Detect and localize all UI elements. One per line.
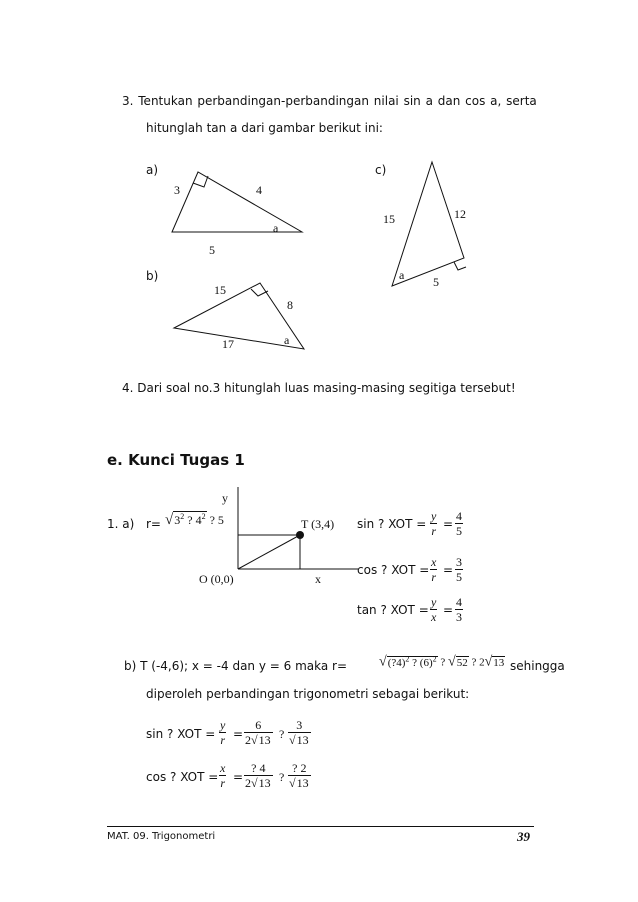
answer-1a-r-expr: $√3^2$ ? $4^2$ ? 5 (165, 512, 224, 528)
answer-1b-cos-frac3: $\frac{? 2}{√13}$ (289, 761, 309, 790)
triangle-a-angle: a (273, 221, 279, 235)
answer-1b-sin-eq: = (233, 727, 244, 741)
answer-1b-sin-frac3: $\frac{3}{√13}$ (289, 718, 309, 747)
triangle-c-side-bottom: 5 (433, 275, 439, 289)
answer-1b-line1-end: sehingga (510, 659, 565, 673)
answer-1b-line1: b) T (-4,6); x = -4 dan y = 6 maka r= (124, 659, 348, 673)
answer-1b-line2: diperoleh perbandingan trigonometri sebagai berikut: (146, 687, 470, 701)
q4-text: 4. Dari soal no.3 hitunglah luas masing-masing segitiga tersebut! (122, 381, 516, 395)
triangle-c-side-right: 12 (454, 207, 466, 221)
answer-1a-cos-lhs: cos ? XOT = (357, 563, 430, 577)
answer-1b-sin-lhs: sin ? XOT = (146, 727, 216, 741)
answer-1a-tan-frac: $\frac{y}{x}$ (431, 595, 437, 624)
footer-title: MAT. 09. Trigonometri (107, 831, 216, 842)
answer-1b-sin-frac1: $\frac{y}{r}$ (220, 718, 226, 747)
answer-1b-cos-q: ? (279, 770, 285, 784)
answer-1a-label: 1. a) (107, 517, 135, 531)
footer-rule (107, 826, 534, 827)
section-title: e. Kunci Tugas 1 (107, 451, 245, 469)
answer-1b-cos-lhs: cos ? XOT = (146, 770, 219, 784)
triangle-a-side-right: 4 (256, 183, 262, 197)
answer-1a-tan-eq: = (443, 603, 454, 617)
answer-1a-r-prefix: r= (146, 517, 161, 531)
answer-1b-cos-eq: = (233, 770, 244, 784)
coordinate-graph (238, 487, 358, 597)
answer-1a-tan-lhs: tan ? XOT = (357, 603, 429, 617)
triangle-b-side-top: 15 (214, 283, 226, 297)
answer-1b-sin-q: ? (279, 727, 285, 741)
triangle-a-side-bottom: 5 (209, 243, 215, 257)
graph-point-label: T (3,4) (301, 517, 335, 531)
answer-1a-tan-value: $\frac{4}{3}$ (456, 595, 462, 624)
answer-1b-cos-frac2: $\frac{? 4}{2√13}$ (245, 761, 271, 790)
answer-1b-r-expr: √(?4)$^2$ ? $(6)^2$ ? √52 ? 2√13 (379, 654, 505, 670)
answer-1a-sin-value: $\frac{4}{5}$ (456, 509, 462, 538)
triangle-c-angle: a (399, 268, 405, 282)
answer-1b-cos-frac1: $\frac{x}{r}$ (220, 761, 226, 790)
triangle-b-angle: a (284, 333, 290, 347)
triangle-a (168, 170, 308, 230)
graph-origin-label: O (0,0) (199, 572, 234, 586)
triangle-b-side-right: 8 (287, 298, 293, 312)
graph-x-label: x (315, 572, 321, 586)
triangle-b-side-bottom: 17 (222, 337, 234, 351)
answer-1a-sin-lhs: sin ? XOT = (357, 517, 427, 531)
graph-y-label: y (222, 491, 228, 505)
triangle-a-side-left: 3 (174, 183, 180, 197)
answer-1a-cos-eq: = (443, 563, 454, 577)
triangle-b (172, 283, 312, 353)
figure-b-label: b) (146, 269, 159, 283)
q3-line1: 3. Tentukan perbandingan-perbandingan nilai sin a dan cos a, serta (122, 94, 537, 108)
triangle-c-side-left: 15 (383, 212, 395, 226)
figure-a-label: a) (146, 163, 159, 177)
figure-c-label: c) (375, 163, 387, 177)
answer-1a-cos-value: $\frac{3}{5}$ (456, 555, 462, 584)
page-number: 39 (517, 829, 530, 844)
answer-1b-sin-frac2: $\frac{6}{2√13}$ (245, 718, 271, 747)
q3-line2: hitunglah tan a dari gambar berikut ini: (146, 121, 383, 135)
answer-1a-sin-eq: = (443, 517, 454, 531)
answer-1a-cos-frac: $\frac{x}{r}$ (431, 555, 437, 584)
answer-1a-sin-frac: $\frac{y}{r}$ (431, 509, 437, 538)
